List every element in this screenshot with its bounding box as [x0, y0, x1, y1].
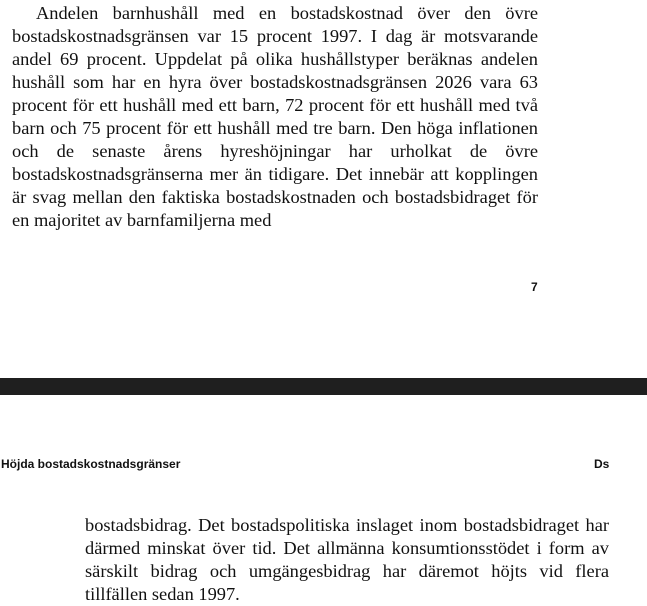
- page-number: 7: [531, 280, 538, 294]
- running-header: Höjda bostadskostnadsgränser: [1, 457, 181, 471]
- paragraph-text: Andelen barnhushåll med en bostadskostnad över den övre bostadskostnadsgränsen var 15 procent 1997. I dag är motsvarande andel 69 procent. Uppdelat på olika hushållstyper beräknas andelen hushåll som har en hyra över bostadskostnadsgränsen 2026 vara 63 procent för ett hushåll med ett barn, 72 procent för ett hushåll med två barn och 75 procent för ett hushåll med tre barn. Den höga inflationen och de senaste årens hyreshöjningar har urholkat de övre bostadskostnadsgränserna mer än tidigare. Det innebär att kopplingen är svag mellan den faktiska bostadskostnaden och bostadsbidraget för en majoritet av barnfamiljerna med: [12, 3, 538, 230]
- page-divider: [0, 378, 647, 395]
- body-paragraph-continued: bostadsbidrag. Det bostadspolitiska inslaget inom bostadsbidraget har därmed minskat över tid. Det allmänna konsumtionsstödet i form av särskilt bidrag och umgängesbidrag har däremot höjts vid flera tillfällen sedan 1997.: [85, 515, 609, 604]
- body-paragraph: [12, 2, 538, 232]
- running-header-series: Ds: [594, 457, 610, 471]
